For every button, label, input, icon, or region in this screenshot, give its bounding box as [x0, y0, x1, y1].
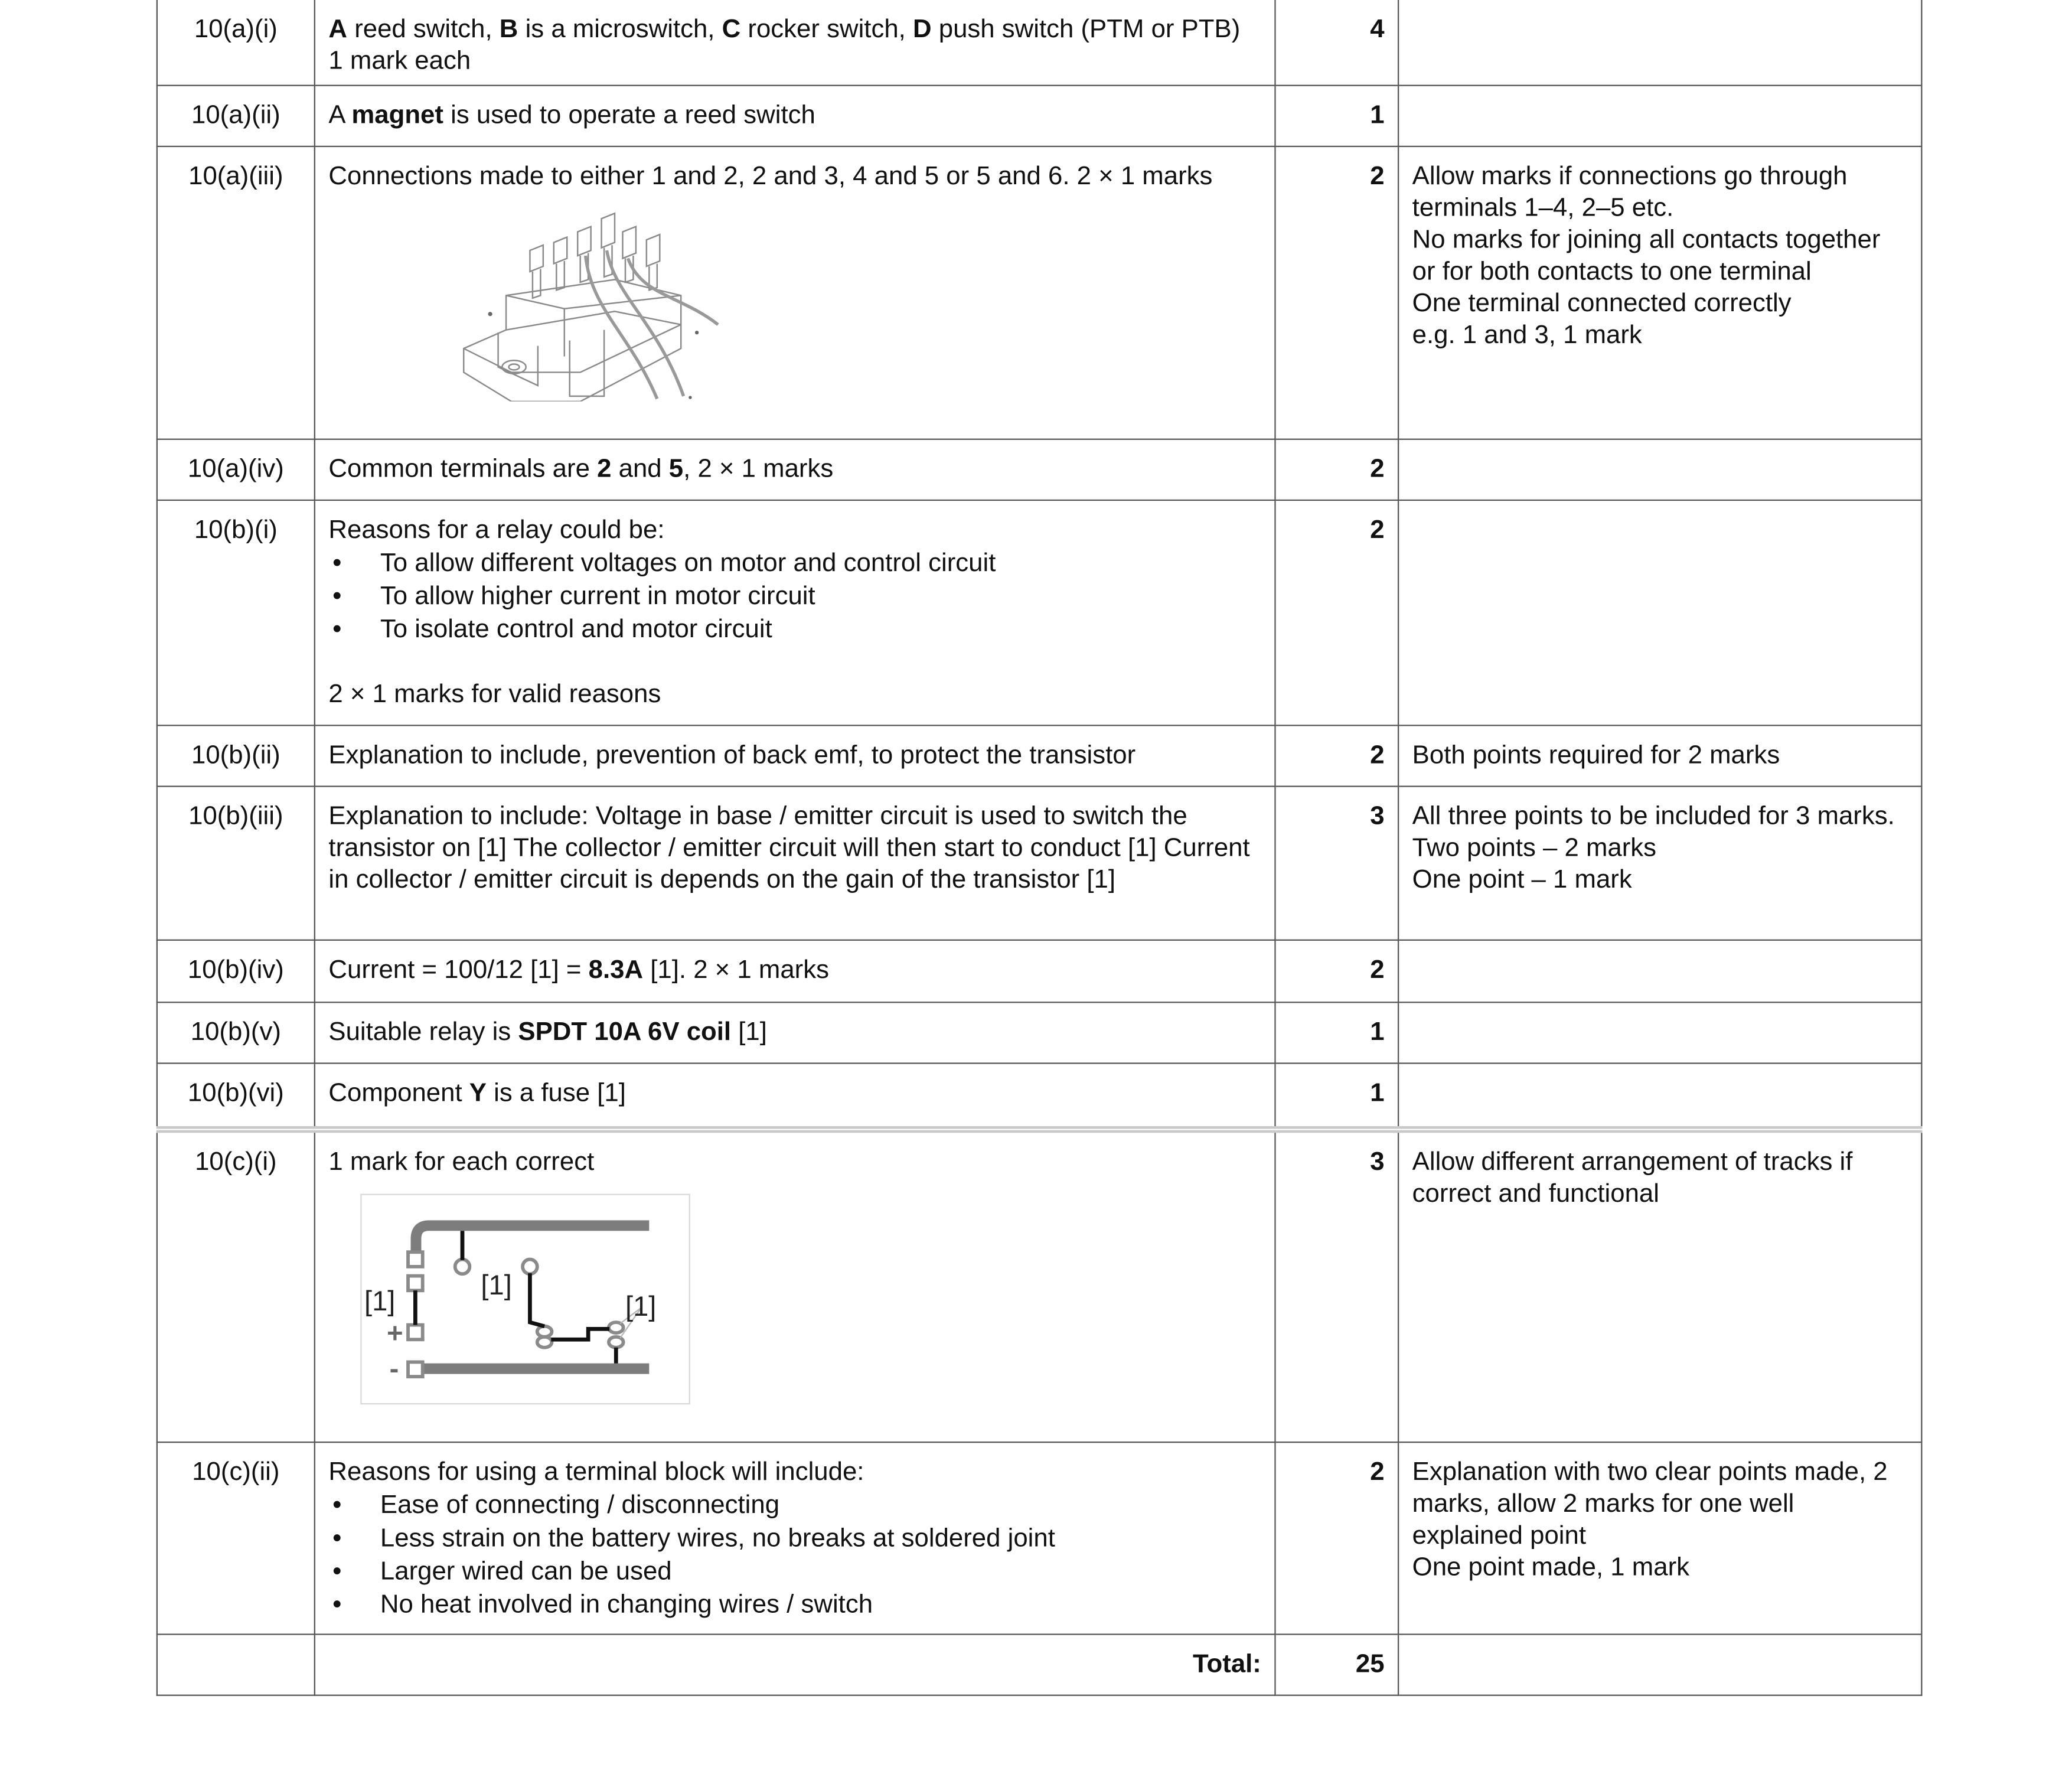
question-number: 10(b)(i): [157, 500, 315, 725]
list-item: • To isolate control and motor circuit: [328, 614, 1261, 645]
marks-cell: 3: [1275, 1130, 1398, 1442]
table-row: [157, 725, 1921, 786]
relay-terminal-diagram: [458, 203, 750, 402]
guidance-cell: [1398, 0, 1921, 86]
guidance-cell: [1398, 725, 1921, 786]
pad-plus: [408, 1325, 423, 1340]
mark-label-left: [1]: [364, 1284, 396, 1316]
terminal-5: [622, 227, 635, 282]
guidance-line: One point made, 1 mark: [1412, 1553, 1690, 1582]
plus-label: +: [387, 1316, 403, 1348]
answer-cell: [315, 1130, 1275, 1442]
question-number: 10(b)(v): [157, 1002, 315, 1063]
guidance-cell: [1398, 940, 1921, 1002]
guidance-cell: [1398, 439, 1921, 500]
total-label: Total:: [315, 1634, 1275, 1695]
pad-b: [537, 1337, 552, 1348]
marks-cell: 4: [1275, 0, 1398, 86]
question-number: 10(b)(vi): [157, 1063, 315, 1129]
marks-cell: 3: [1275, 787, 1398, 940]
question-number: 10(a)(iii): [157, 146, 315, 439]
list-item: • To allow different voltages on motor and control circuit: [328, 547, 1261, 579]
pad-switch-2: [523, 1260, 537, 1274]
guidance-line: e.g. 1 and 3, 1 mark: [1412, 320, 1642, 350]
bold-term: 5: [668, 454, 684, 484]
bold-term: D: [912, 14, 932, 44]
reason-list: [328, 547, 1261, 645]
table-row: [157, 1442, 1921, 1634]
marks-cell: 2: [1275, 1442, 1398, 1634]
terminal-1: [530, 245, 543, 298]
table-row: [157, 787, 1921, 940]
table-row: [157, 0, 1921, 86]
table-row: [157, 500, 1921, 725]
question-number: 10(c)(i): [157, 1130, 315, 1442]
answer-cell: [315, 500, 1275, 725]
wire-a: [586, 256, 657, 399]
pad-top-1: [408, 1252, 423, 1267]
empty-cell: [157, 1634, 315, 1695]
bold-term: B: [499, 14, 518, 44]
list-item: • Less strain on the battery wires, no breaks at soldered joint: [328, 1522, 1261, 1554]
guidance-line: Allow different arrangement of tracks if correct and functional: [1412, 1147, 1853, 1209]
list-item: • To allow higher current in motor circuit: [328, 581, 1261, 612]
question-number: 10(a)(i): [157, 0, 315, 86]
table-row: [157, 146, 1921, 439]
pad-c: [609, 1322, 624, 1333]
marks-cell: 2: [1275, 500, 1398, 725]
total-row: [157, 1634, 1921, 1695]
pad-d: [609, 1337, 624, 1348]
question-number: 10(c)(ii): [157, 1442, 315, 1634]
guidance-cell: [1398, 1002, 1921, 1063]
table-row: [157, 1130, 1921, 1442]
bold-term: C: [722, 14, 741, 44]
pcb-track-diagram: [360, 1193, 691, 1405]
table-row: [157, 940, 1921, 1002]
bold-term: SPDT 10A 6V coil: [518, 1018, 732, 1047]
reason-list: [328, 1489, 1261, 1620]
marks-cell: 2: [1275, 725, 1398, 786]
guidance-line: Two points – 2 marks: [1412, 833, 1657, 863]
question-number: 10(b)(iii): [157, 787, 315, 940]
answer-cell: Current = 100/12 [1] = 8.3A [1]. 2 × 1 marks: [315, 940, 1275, 1002]
bold-term: 2: [597, 454, 612, 484]
marks-cell: 1: [1275, 86, 1398, 146]
mark-label-right: [1]: [625, 1290, 657, 1322]
guidance-cell: [1398, 1442, 1921, 1634]
answer-cell: A reed switch, B is a microswitch, C rocker switch, D push switch (PTM or PTB) 1 mark each: [315, 0, 1275, 86]
answer-text: Connections made to either 1 and 2, 2 and 3, 4 and 5 or 5 and 6. 2 × 1 marks: [328, 161, 1213, 191]
answer-cell: Component Y is a fuse [1]: [315, 1063, 1275, 1129]
guidance-line: Explanation with two clear points made, 2 marks, allow 2 marks for one well explained point: [1412, 1457, 1888, 1551]
pad-switch-1: [455, 1260, 470, 1274]
table-row: [157, 1063, 1921, 1129]
question-number: 10(a)(ii): [157, 86, 315, 146]
terminal-6: [647, 234, 660, 290]
guidance-cell: [1398, 787, 1921, 940]
guidance-line: One terminal connected correctly: [1412, 289, 1792, 318]
table-row: [157, 439, 1921, 500]
empty-cell: [1398, 1634, 1921, 1695]
guidance-cell: [1398, 146, 1921, 439]
question-number: 10(b)(ii): [157, 725, 315, 786]
bold-term: magnet: [351, 100, 443, 130]
answer-cell: Suitable relay is SPDT 10A 6V coil [1]: [315, 1002, 1275, 1063]
guidance-cell: [1398, 86, 1921, 146]
bold-term: A: [328, 14, 348, 44]
question-number: 10(b)(iv): [157, 940, 315, 1002]
table-row: [157, 1002, 1921, 1063]
answer-cell: Common terminals are 2 and 5, 2 × 1 marks: [315, 439, 1275, 500]
answer-intro: Reasons for a relay could be:: [328, 515, 665, 545]
marks-cell: 1: [1275, 1063, 1398, 1129]
answer-cell: Explanation to include, prevention of back emf, to protect the transistor: [315, 725, 1275, 786]
pad-top-2: [408, 1276, 423, 1291]
list-item: • No heat involved in changing wires / switch: [328, 1589, 1261, 1620]
answer-cell: A magnet is used to operate a reed switch: [315, 86, 1275, 146]
guidance-line: All three points to be included for 3 marks.: [1412, 801, 1895, 831]
total-value: 25: [1275, 1634, 1398, 1695]
guidance-cell: [1398, 1130, 1921, 1442]
answer-text: 1 mark for each correct: [328, 1147, 595, 1177]
minus-label: -: [389, 1352, 399, 1384]
answer-cell: [315, 146, 1275, 439]
mark-scheme-table: [156, 0, 1923, 1696]
marks-cell: 1: [1275, 1002, 1398, 1063]
table-row: [157, 86, 1921, 146]
list-item: • Ease of connecting / disconnecting: [328, 1489, 1261, 1521]
mark-label-middle: [1]: [481, 1268, 512, 1300]
question-number: 10(a)(iv): [157, 439, 315, 500]
answer-outro: 2 × 1 marks for valid reasons: [328, 679, 661, 709]
bold-term: 8.3A: [588, 955, 644, 984]
guidance-line: Allow marks if connections go through terminals 1–4, 2–5 etc.: [1412, 161, 1848, 223]
guidance-cell: [1398, 500, 1921, 725]
answer-cell: Explanation to include: Voltage in base / emitter circuit is used to switch the transistor on [1] The collector / emitter circuit will then start to conduct [1] Current in collector / emitter circuit is depends on the gain of the transistor [1]: [315, 787, 1275, 940]
terminal-2: [554, 237, 567, 291]
guidance-line: Both points required for 2 marks: [1412, 741, 1780, 770]
guidance-line: One point – 1 mark: [1412, 865, 1632, 895]
marks-cell: 2: [1275, 439, 1398, 500]
pad-minus: [408, 1362, 423, 1377]
relay-mount-bracket: [498, 332, 538, 386]
guidance-line: No marks for joining all contacts together or for both contacts to one terminal: [1412, 225, 1881, 286]
answer-intro: Reasons for using a terminal block will include:: [328, 1457, 864, 1487]
answer-cell: [315, 1442, 1275, 1634]
marks-cell: 2: [1275, 940, 1398, 1002]
list-item: • Larger wired can be used: [328, 1555, 1261, 1587]
bold-term: Y: [469, 1078, 487, 1108]
guidance-cell: [1398, 1063, 1921, 1129]
marks-cell: 2: [1275, 146, 1398, 439]
